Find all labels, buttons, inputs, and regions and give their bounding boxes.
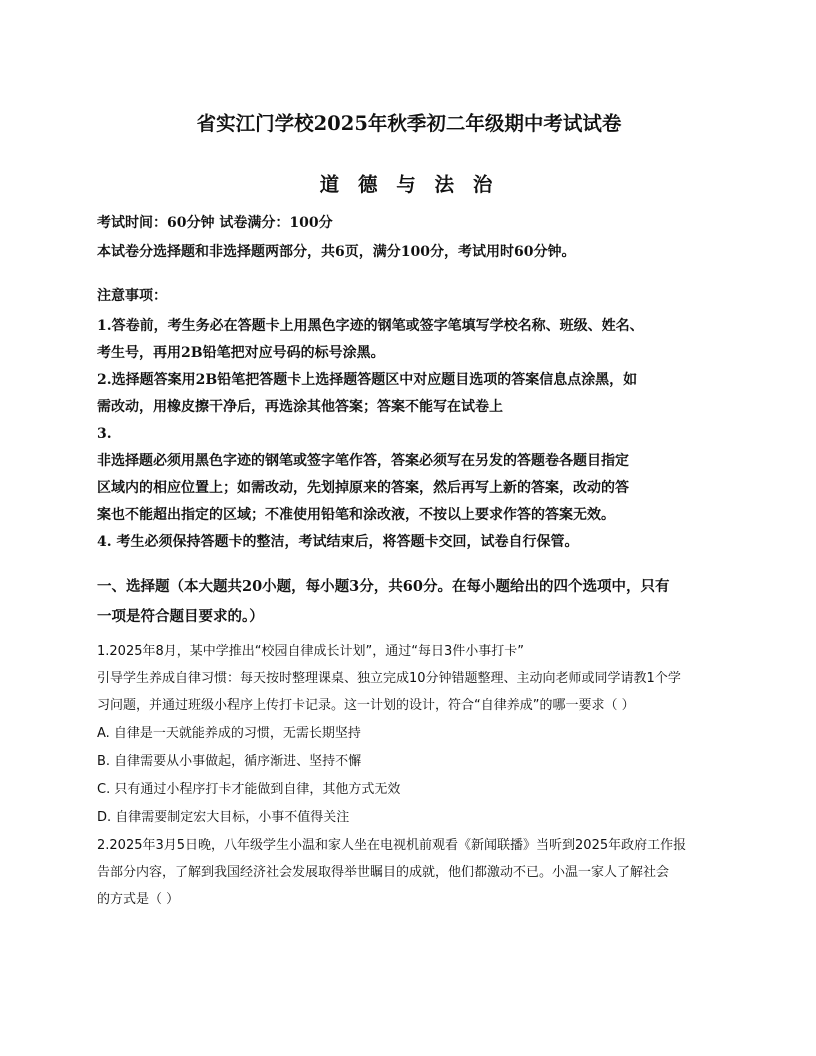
question-text: 1.2025年8月，某中学推出“校园自律成长计划”，通过“每日3件小事打卡”: [97, 644, 524, 659]
section-heading: 一项是符合题目要求的。）: [97, 608, 264, 625]
question-text: 2.2025年3月5日晚，八年级学生小温和家人坐在电视机前观看《新闻联播》当听到2025年政府工作报: [97, 838, 687, 853]
question-text: 引导学生养成自律习惯：每天按时整理课桌、独立完成10分钟错题整理、主动向老师或同学请教1个学: [97, 671, 681, 686]
note-line: 3.: [97, 426, 112, 442]
note-line: 区域内的相应位置上；如需改动，先划掉原来的答案，然后再写上新的答案，改动的答: [97, 480, 629, 496]
notes-heading: 注意事项：: [97, 288, 167, 304]
exam-description: 本试卷分选择题和非选择题两部分，共6页，满分100分，考试用时60分钟。: [97, 244, 576, 260]
option-d: D. 自律需要制定宏大目标，小事不值得关注: [97, 810, 350, 825]
note-line: 2.选择题答案用2B铅笔把答题卡上选择题答题区中对应题目选项的答案信息点涂黑，如: [97, 372, 638, 388]
note-line: 需改动，用橡皮擦干净后，再选涂其他答案；答案不能写在试卷上: [97, 399, 503, 415]
note-line: 考生号，再用2B铅笔把对应号码的标号涂黑。: [97, 345, 385, 361]
note-line: 1.答卷前，考生务必在答题卡上用黑色字迹的钢笔或签字笔填写学校名称、班级、姓名、: [97, 318, 644, 334]
section-heading: 一、选择题（本大题共20小题，每小题3分，共60分。在每小题给出的四个选项中，只有: [97, 578, 670, 595]
question-text: 告部分内容，了解到我国经济社会发展取得举世瞩目的成就，他们都激动不已。小温一家人了解社会: [97, 865, 670, 880]
question-text: 习问题，并通过班级小程序上传打卡记录。这一计划的设计，符合“自律养成”的哪一要求（ ）: [97, 698, 635, 713]
option-a: A. 自律是一天就能养成的习惯，无需长期坚持: [97, 726, 361, 741]
question-text: 的方式是（ ）: [97, 892, 180, 907]
option-c: C. 只有通过小程序打卡才能做到自律，其他方式无效: [97, 782, 401, 797]
subject-title: 道 德 与 法 治: [319, 173, 499, 196]
exam-time-info: 考试时间：60分钟 试卷满分：100分: [97, 215, 333, 231]
exam-title: 省实江门学校2025年秋季初二年级期中考试试卷: [196, 112, 622, 135]
page-content: [97, 110, 721, 909]
question-2: [97, 836, 721, 909]
question-1: [97, 642, 721, 827]
note-line: 4. 考生必须保持答题卡的整洁，考试结束后，将答题卡交回，试卷自行保管。: [97, 534, 579, 550]
note-line: 案也不能超出指定的区域；不准使用铅笔和涂改液，不按以上要求作答的答案无效。: [97, 507, 615, 523]
note-line: 非选择题必须用黑色字迹的钢笔或签字笔作答，答案必须写在另发的答题卷各题目指定: [97, 453, 629, 469]
option-b: B. 自律需要从小事做起，循序渐进、坚持不懈: [97, 754, 362, 769]
